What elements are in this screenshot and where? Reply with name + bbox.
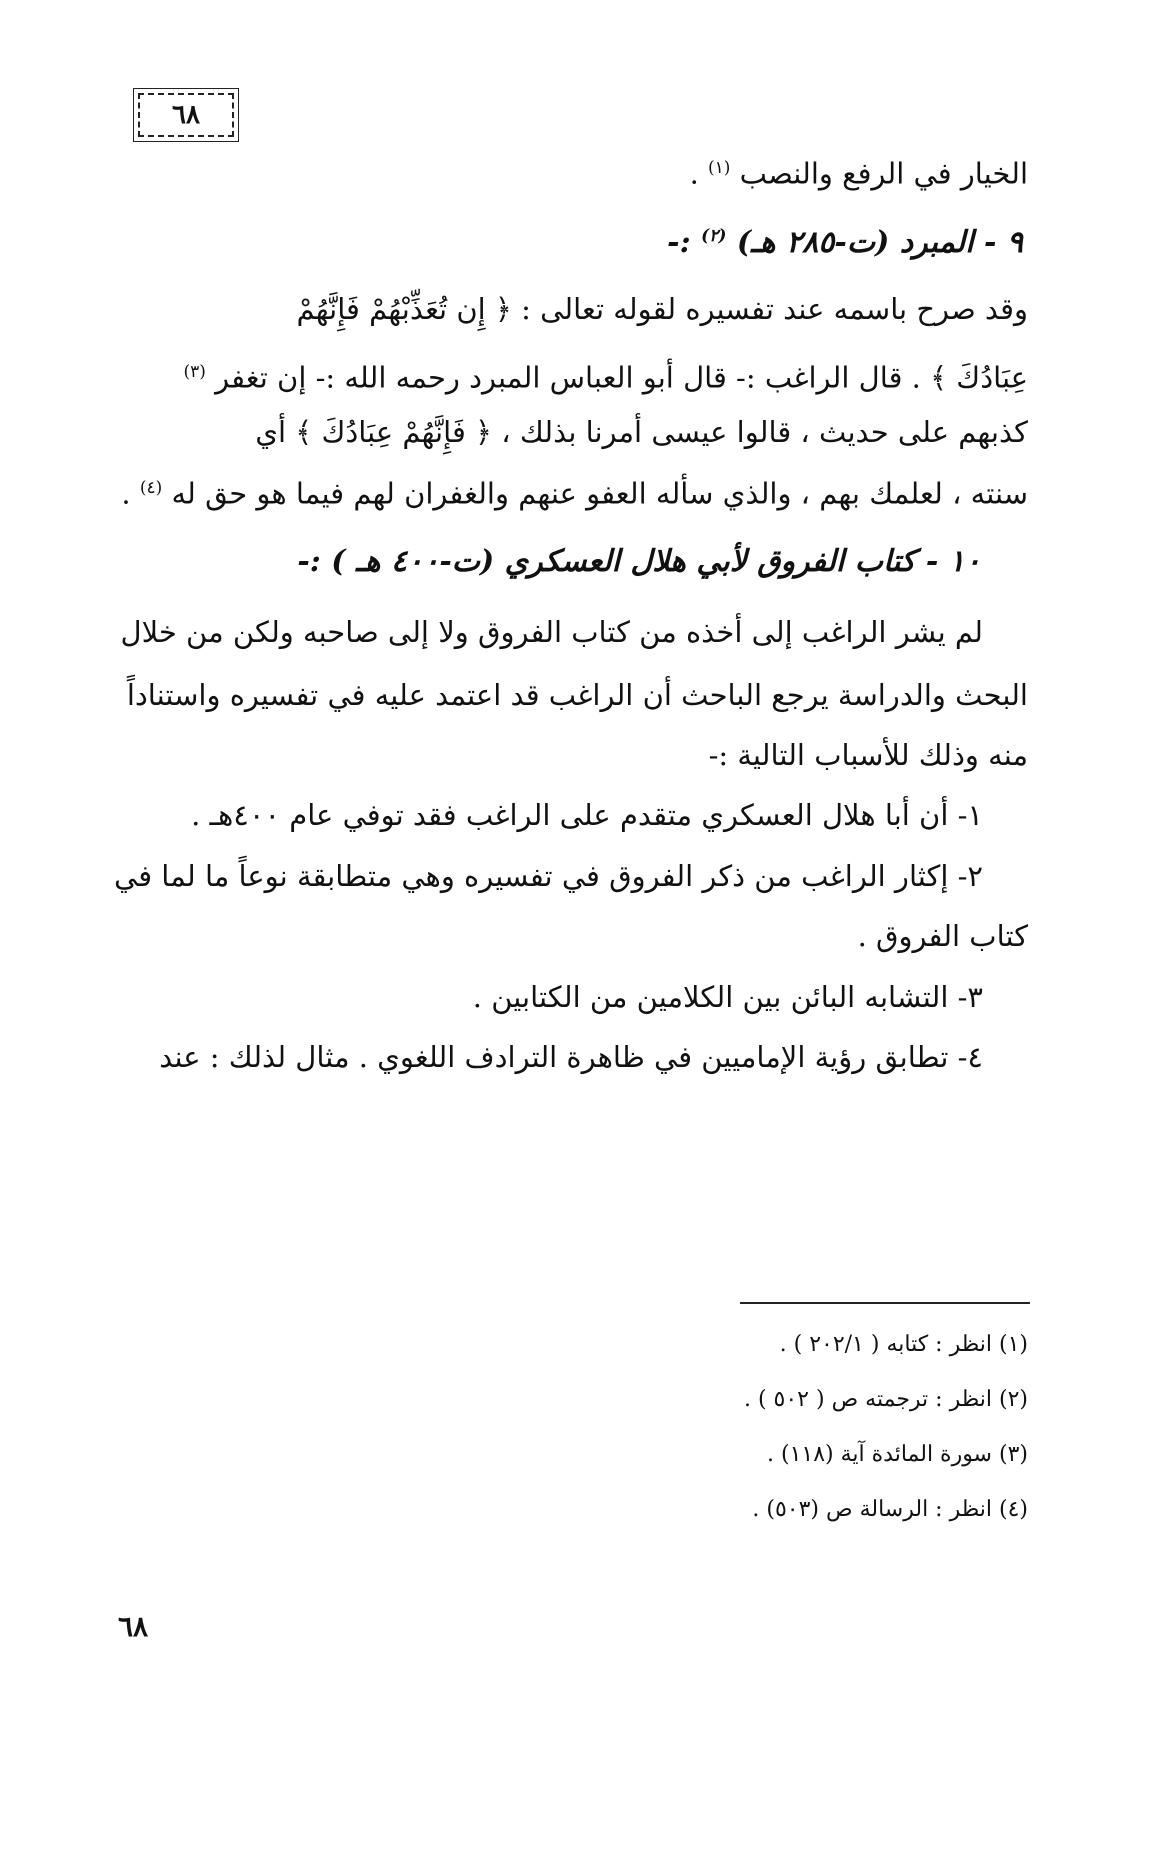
footnote-divider <box>740 1302 1030 1304</box>
footnote-1: (١) انظر : كتابه ( ٢٠٢/١ ) . <box>779 1332 1028 1357</box>
section-heading-10: ١٠ - كتاب الفروق لأبي هلال العسكري (ت-٤٠٠ هـ ) :- <box>297 544 981 579</box>
body-line-1: الخيار في الرفع والنصب $^{(١)}$ . <box>689 156 1028 191</box>
page-number-bottom: ٦٨ <box>118 1610 149 1643</box>
body-line-4: عِبَادُكَ ﴾ . قال الراغب :- قال أبو العباس المبرد رحمه الله :- إن تغفر $^{(٣)}$ <box>183 360 1028 395</box>
body-line-6: سنته ، لعلمك بهم ، والذي سأله العفو عنهم والغفران لهم فيما هو حق له $^{(٤)}$ . <box>121 476 1028 511</box>
list-item-1: ١- أن أبا هلال العسكري متقدم على الراغب فقد توفي عام ٤٠٠هـ . <box>191 798 983 832</box>
footnote-ref-3: (٣) <box>183 362 206 382</box>
list-item-2: ٢- إكثار الراغب من ذكر الفروق في تفسيره وهي متطابقة نوعاً ما لما في <box>114 859 983 893</box>
list-item-4: ٤- تطابق رؤية الإماميين في ظاهرة الترادف اللغوي . مثال لذلك : عند <box>159 1040 983 1074</box>
body-line-10: منه وذلك للأسباب التالية :- <box>708 738 1028 772</box>
body-line-8: لم يشر الراغب إلى أخذه من كتاب الفروق ولا إلى صاحبه ولكن من خلال <box>120 615 983 649</box>
list-item-3: ٣- التشابه البائن بين الكلامين من الكتابين . <box>472 980 983 1014</box>
page-number-top: ٦٨ <box>172 100 200 130</box>
footnote-ref-4: (٤) <box>139 478 163 498</box>
page-number-box <box>138 93 234 137</box>
footnote-2: (٢) انظر : ترجمته ص ( ٥٠٢ ) . <box>743 1387 1028 1412</box>
footnote-ref-1: (١) <box>708 158 731 178</box>
list-item-2-continued: كتاب الفروق . <box>857 919 1028 953</box>
body-line-3: وقد صرح باسمه عند تفسيره لقوله تعالى : ﴿ إِن تُعَذِّبْهُمْ فَإِنَّهُمْ <box>296 292 1028 326</box>
body-line-5: كذبهم على حديث ، قالوا عيسى أمرنا بذلك ، ﴿ فَإِنَّهُمْ عِبَادُكَ ﴾ أي <box>255 415 1028 449</box>
footnote-4: (٤) انظر : الرسالة ص (٥٠٣) . <box>752 1497 1028 1522</box>
section-heading-9: ٩ - المبرد (ت-٢٨٥ هـ) $^{(٢)}$ :- <box>667 225 1023 260</box>
footnote-ref-2: (٢) <box>701 226 727 246</box>
body-line-9: البحث والدراسة يرجع الباحث أن الراغب قد اعتمد عليه في تفسيره واستناداً <box>126 678 1028 712</box>
footnote-3: (٣) سورة المائدة آية (١١٨) . <box>766 1442 1028 1467</box>
